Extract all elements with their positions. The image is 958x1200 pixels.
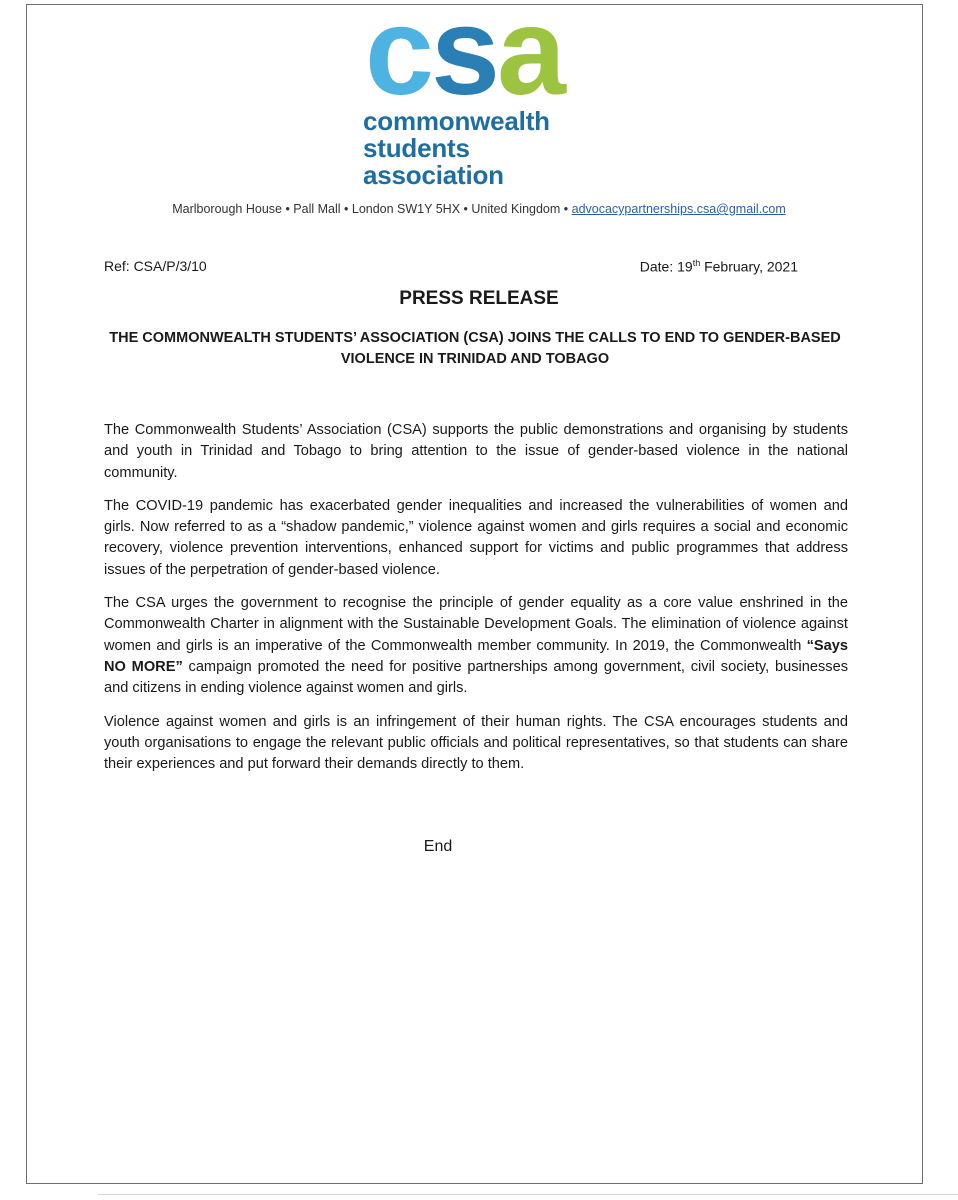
- paragraph-1: The Commonwealth Students’ Association (CSA) supports the public demonstrations and organising by students and youth in Trinidad and Tobago to bring attention to the issue of gender-based violence in the national community.: [104, 422, 848, 481]
- release-date: [640, 258, 798, 275]
- date-prefix: Date: 19: [639, 258, 693, 275]
- date-suffix: th: [692, 258, 701, 268]
- date-rest: February, 2021: [700, 258, 798, 275]
- paragraph-3: [104, 593, 848, 699]
- paragraph-4: Violence against women and girls is an infringement of their human rights. The CSA encourages students and youth organisations to engage the relevant public officials and political representatives, so that students can share their experiences and put forward their demands directly to them.: [104, 713, 848, 773]
- address-text: Marlborough House • Pall Mall • London SW1Y 5HX • United Kingdom •: [172, 202, 572, 216]
- paragraph-3-end: campaign promoted the need for positive partnerships among government, civil society, businesses and citizens in ending violence against women and girls.: [104, 658, 848, 697]
- paragraph-3-start: The CSA urges the government to recognise the principle of gender equality as a core value enshrined in the Commonwealth Charter in alignment with the Sustainable Development Goals. The elimination of violence against women and girls is an imperative of the Commonwealth member community. In 2019, the Commonwealth: [104, 595, 848, 654]
- logo-letter-c: c: [365, 0, 431, 121]
- reference-number: Ref: CSA/P/3/10: [104, 258, 207, 274]
- logo-word-students: students: [363, 133, 470, 163]
- campaign-name: “Says NO MORE”: [104, 637, 848, 675]
- logo-mark: [365, 0, 563, 121]
- address-line: [0, 202, 958, 216]
- end-marker: End: [423, 838, 453, 855]
- logo-word-association: association: [363, 160, 504, 190]
- logo-letter-s: s: [430, 0, 497, 121]
- page-title: PRESS RELEASE: [399, 288, 559, 309]
- email-link[interactable]: advocacypartnerships.csa@gmail.com: [571, 202, 786, 216]
- page-divider: [98, 1194, 958, 1195]
- paragraph-2: The COVID-19 pandemic has exacerbated gender inequalities and increased the vulnerabilities of women and girls. Now referred to as a “shadow pandemic,” violence against women and girls requires a social and economic recovery, violence prevention interventions, enhanced support for victims and public programmes that address issues of the perpetration of gender-based violence.: [104, 497, 848, 578]
- logo-letter-a: a: [496, 0, 563, 121]
- headline: THE COMMONWEALTH STUDENTS’ ASSOCIATION (CSA) JOINS THE CALLS TO END TO GENDER-BASED VIOLENCE IN TRINIDAD AND TOBAGO: [109, 330, 841, 367]
- csa-logo: [335, 0, 605, 194]
- logo-wordmark: [363, 108, 550, 189]
- body-text: [104, 420, 848, 787]
- logo-word-commonwealth: commonwealth: [363, 106, 550, 136]
